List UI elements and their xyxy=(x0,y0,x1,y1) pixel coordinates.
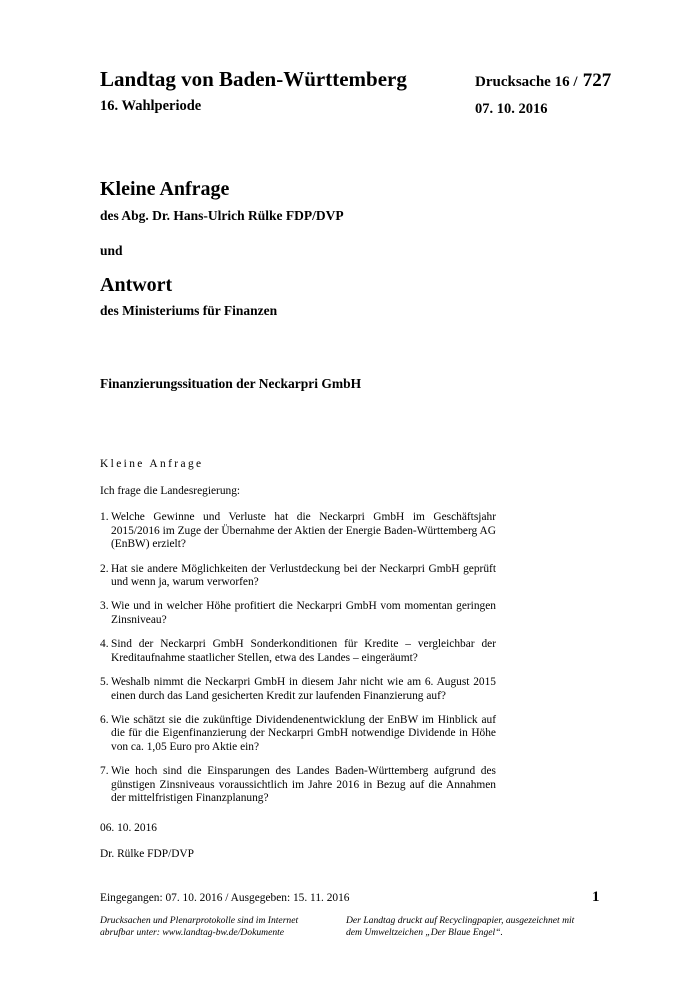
question-number: 6. xyxy=(100,713,109,726)
question-number: 4. xyxy=(100,638,109,651)
question-text: Sind der Neckarpri GmbH Sonderkonditionen für Kredite – vergleichbar der Kreditaufnahme staatlicher Stellen, etwa des Landes – eingeräumt? xyxy=(111,638,496,664)
question-text: Wie und in welcher Höhe profitiert die Neckarpri GmbH vom momentan geringen Zinsniveau? xyxy=(111,600,496,626)
document-header-left xyxy=(100,66,407,116)
question-list xyxy=(100,511,496,806)
question-text: Weshalb nimmt die Neckarpri GmbH in diesem Jahr nicht wie am 6. August 2015 einen durch das Land gesicherten Kredit zur laufenden Finanzierung auf? xyxy=(111,675,496,702)
drucksache-number: 727 xyxy=(582,70,612,91)
question-number: 1. xyxy=(100,511,109,524)
question-item xyxy=(100,511,496,552)
question-item xyxy=(100,676,496,703)
heading-antwort: Antwort xyxy=(100,274,173,296)
question-number: 7. xyxy=(100,765,109,778)
received-issued-line: Eingegangen: 07. 10. 2016 / Ausgegeben: 15. 11. 2016 xyxy=(100,892,350,904)
footnote-recycling: Der Landtag druckt auf Recyclingpapier, ausgezeichnet mit dem Umweltzeichen „Der Blaue Engel“. xyxy=(346,915,575,938)
subject-title: Finanzierungssituation der Neckarpri GmbH xyxy=(100,376,362,391)
question-number: 5. xyxy=(100,675,109,688)
question-text: Wie hoch sind die Einsparungen des Landes Baden-Württemberg aufgrund des günstigen Zinsniveaus voraussichtlich im Jahre 2016 in Bezug auf die Annahmen der mittelfristigen Finanzplanung? xyxy=(111,765,496,805)
intro-text: Ich frage die Landesregierung: xyxy=(100,484,241,497)
inquiry-body xyxy=(100,458,496,862)
heading-kleine-anfrage: Kleine Anfrage xyxy=(100,178,230,200)
section-label: Kleine Anfrage xyxy=(100,458,204,470)
question-text: Hat sie andere Möglichkeiten der Verlustdeckung bei der Neckarpri GmbH geprüft und wenn ja, warum verworfen? xyxy=(111,562,496,589)
drucksache-reference xyxy=(475,66,611,95)
question-item xyxy=(100,563,496,590)
signature: Dr. Rülke FDP/DVP xyxy=(100,848,194,861)
drucksache-label: Drucksache 16 / xyxy=(475,74,578,90)
conjunction-und: und xyxy=(100,243,123,258)
footnote-internet: Drucksachen und Plenarprotokolle sind im Internet abrufbar unter: www.landtag-bw.de/Dokumente xyxy=(100,915,299,938)
legislative-period: 16. Wahlperiode xyxy=(100,98,202,114)
document-header-right xyxy=(475,66,611,119)
question-item xyxy=(100,714,496,755)
document-date: 07. 10. 2016 xyxy=(475,101,548,117)
question-text: Welche Gewinne und Verluste hat die Neckarpri GmbH im Geschäftsjahr 2015/2016 im Zuge der Übernahme der Aktien der Energie Baden-Württemberg AG (EnBW) erzielt? xyxy=(111,511,496,551)
question-number: 2. xyxy=(100,562,109,575)
question-number: 3. xyxy=(100,600,109,613)
question-text: Wie schätzt sie die zukünftige Dividendenentwicklung der EnBW im Hinblick auf die für die Eigenfinanzierung der Neckarpri GmbH notwendige Dividende in Höhe von ca. 1,05 Euro pro Aktie ein? xyxy=(111,713,496,753)
question-item xyxy=(100,600,496,627)
parliament-name: Landtag von Baden-Württemberg xyxy=(100,67,407,91)
ministry-line: des Ministeriums für Finanzen xyxy=(100,303,278,318)
question-item xyxy=(100,765,496,806)
page-number: 1 xyxy=(592,889,600,905)
inquiry-date: 06. 10. 2016 xyxy=(100,821,157,834)
author-line: des Abg. Dr. Hans-Ulrich Rülke FDP/DVP xyxy=(100,208,344,223)
question-item xyxy=(100,638,496,665)
